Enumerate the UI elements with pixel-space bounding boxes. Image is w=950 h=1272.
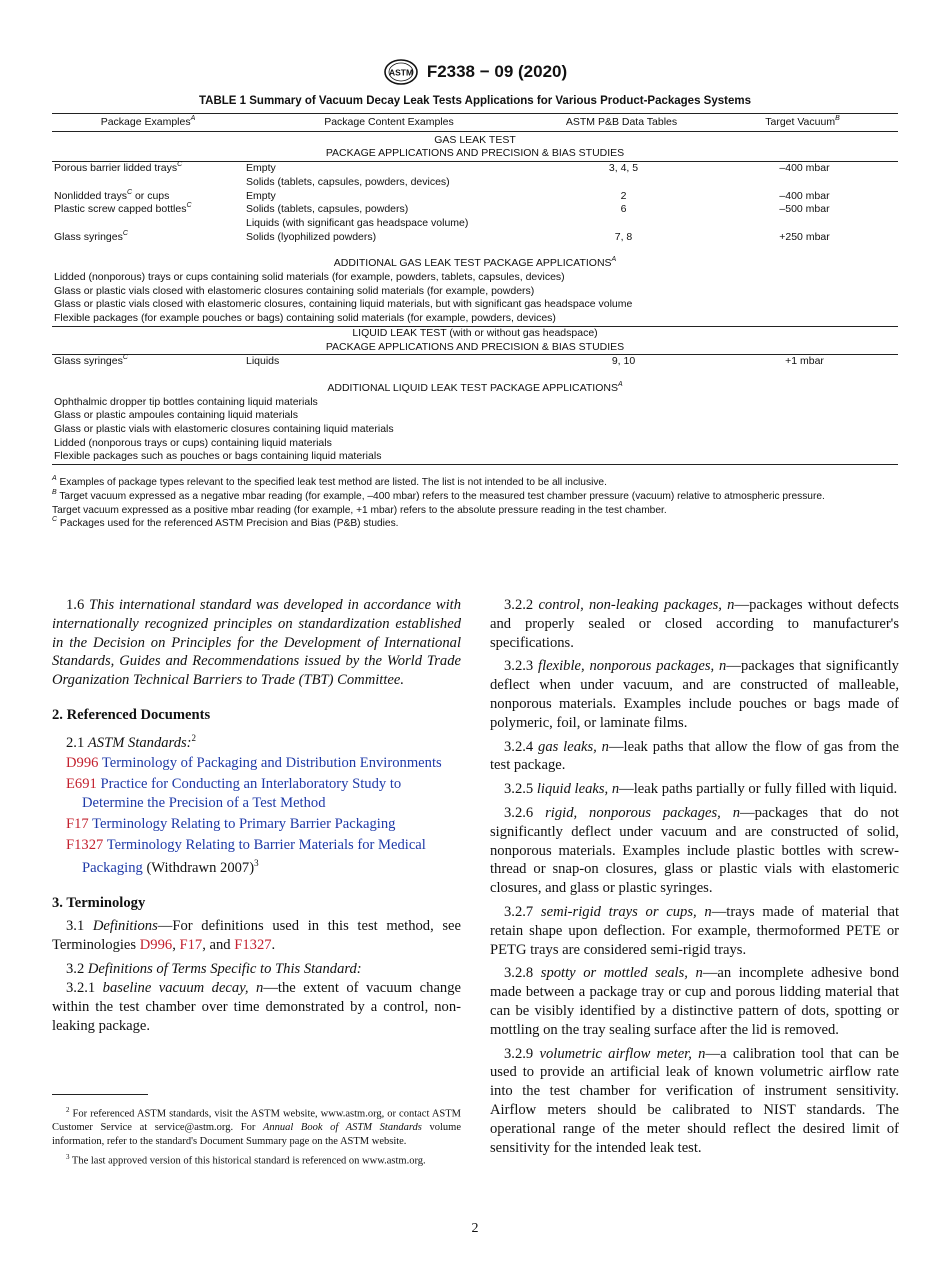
column-header: ASTM P&B Data Tables	[565, 116, 678, 128]
section-heading: ADDITIONAL GAS LEAK TEST PACKAGE $APPLICATIONS^A$	[333, 256, 617, 270]
reference-code-link[interactable]: F1327	[234, 936, 272, 953]
paragraph-2-1: 2.1 ASTM Standards:$^2$	[66, 732, 197, 751]
paragraph-1-6: 1.6 This international standard was developed in accordance with internationally recognized principles on standardization established in the Decision on Principles for the Development of International Standards, Guides and Recommendations issued by the World Trade Organization Technical Barriers to Trade (TBT) Committee.	[52, 597, 462, 689]
table-row: Plastic screw capped bottles$^C$ Solids (tablets, capsules, powders) 6 –500 mbar	[54, 202, 830, 216]
paragraph-3-1: 3.1 Definitions—For definitions used in this test method, see Terminologies D996, F17, and F1327.	[52, 917, 462, 953]
definition-paragraph: 3.2.2 control, non-leaking packages, n—packages without defects and properly sealed or closed according to manufacturer's specifications.	[490, 597, 899, 651]
definition-paragraph: 3.2.7 semi-rigid trays or cups, n—trays made of material that retain shape upon deflection. For example, thermoformed PETE or PETG trays are considered semi-rigid trays.	[490, 903, 899, 958]
column-header: Package Examples$^A$	[100, 115, 196, 128]
section-heading: 2. Referenced Documents	[52, 706, 211, 723]
definition-paragraph: 3.2.4 gas leaks, n—leak paths that allow the flow of gas from the test package.	[490, 738, 899, 774]
left-column	[52, 596, 461, 1036]
reference-item	[52, 754, 461, 773]
reference-code-link[interactable]: F1327	[66, 836, 104, 853]
section-heading: PACKAGE APPLICATIONS AND PRECISION & BIAS STUDIES	[52, 147, 898, 162]
definition-paragraph: 3.2.8 spotty or mottled seals, n—an incomplete adhesive bond made between a package tray or cup and porous lidding material that can be visibly identified by a distinctive pattern of dots, spotting or mottling on the tray sealing surface after the lid is removed.	[490, 965, 899, 1038]
definition-paragraph: 3.2.9 volumetric airflow meter, n—a calibration tool that can be used to provide an artificial leak of known volumetric airflow rate into the test chamber for verification of instrument sensitivity. Airflow meters should be calibrated to NIST standards. The operational range of the meter should reflect the desired limit of sensitivity for the intended leak test.	[490, 1045, 899, 1156]
list-item: Flexible packages (for example pouches or bags) containing solid materials (for example, powders, devices)	[52, 312, 898, 327]
list-item: Lidded (nonporous) trays or cups containing solid materials (for example, powders, tablets, capsules, devices)	[54, 271, 565, 284]
table-row: Solids (tablets, capsules, powders, devices)	[246, 175, 450, 188]
reference-title-link[interactable]: Terminology Relating to Primary Barrier Packaging	[88, 815, 396, 832]
column-header: Target Vacuum$^B$	[765, 115, 840, 128]
section-heading: LIQUID LEAK TEST (with or without gas headspace)	[352, 326, 598, 339]
footnotes	[52, 1104, 461, 1170]
summary-table	[52, 113, 898, 465]
list-item: Ophthalmic dropper tip bottles containing liquid materials	[54, 395, 318, 408]
table-row: Liquids (with significant gas headspace volume)	[246, 216, 469, 229]
table-note: $^B$ Target vacuum expressed as a negative mbar reading (for example, –400 mbar) refers to the measured test chamber pressure (vacuum) relative to atmospheric pressure.	[52, 488, 825, 502]
table-row: Nonlidded trays$^C$ or cups Empty 2 –400 mbar	[54, 188, 830, 202]
reference-code-link[interactable]: F17	[179, 936, 203, 953]
list-item: Glass or plastic ampoules containing liquid materials	[54, 409, 298, 422]
list-item: Lidded (nonporous trays or cups) containing liquid materials	[54, 436, 332, 449]
right-column	[490, 596, 899, 1162]
list-item: Glass or plastic vials closed with elastomeric closures containing solid materials (for example, powders)	[54, 284, 535, 297]
reference-item	[52, 775, 461, 813]
astm-logo-icon	[383, 58, 419, 86]
table-notes	[52, 476, 902, 531]
definition-paragraph: 3.2.6 rigid, nonporous packages, n—packages that do not significantly deflect under vacuum and are constructed of solid, nonporous materials. Examples include plastic bottles with screw-thread or snap-on closures, glass or plastic vials with elastomeric closures, and glass or plastic syringes.	[490, 804, 899, 897]
document-id: F2338 − 09 (2020)	[426, 62, 568, 81]
footnote: $^3$ The last approved version of this historical standard is referenced on www.astm.org.	[66, 1152, 426, 1167]
table-note: $^C$ Packages used for the referenced ASTM Precision and Bias (P&B) studies.	[52, 516, 399, 530]
column-header: Package Content Examples	[324, 116, 454, 128]
table-row: Glass syringes$^C$ Solids (lyophilized powders) 7, 8 +250 mbar	[54, 229, 830, 243]
reference-code-link[interactable]: F17	[66, 815, 89, 832]
paragraph-3-2: 3.2 Definitions of Terms Specific to This Standard:	[66, 961, 362, 978]
table-note: $^A$ Examples of package types relevant to the specified leak test method are listed. The list is not intended to be all inclusive.	[52, 475, 607, 488]
list-item: Glass or plastic vials with elastomeric closures containing liquid materials	[54, 423, 394, 436]
reference-item	[52, 815, 461, 834]
section-heading: GAS LEAK TEST	[434, 133, 516, 146]
section-heading: 3. Terminology	[52, 895, 146, 912]
reference-item: F1327 Terminology Relating to Barrier Materials for Medical Packaging (Withdrawn 2007)$^3$	[66, 836, 426, 877]
page-header	[0, 58, 950, 91]
reference-title-link[interactable]: Practice for Conducting an Interlaboratory Study to Determine the Precision of a Test Method	[82, 776, 402, 812]
section-heading: PACKAGE APPLICATIONS AND PRECISION & BIAS STUDIES	[52, 341, 898, 356]
reference-code-link[interactable]: E691	[66, 776, 97, 793]
list-item: Flexible packages such as pouches or bags containing liquid materials	[52, 450, 898, 465]
paragraph-3-2-1: 3.2.1 baseline vacuum decay, n—the extent of vacuum change within the test chamber over time demonstrated by a control, non-leaking package.	[52, 980, 461, 1034]
page-number: 2	[471, 1221, 479, 1236]
table-header-row	[52, 114, 898, 132]
table-row: Porous barrier lidded trays$^C$ Empty 3, 4, 5 –400 mbar	[54, 161, 830, 175]
reference-title-link[interactable]: Terminology of Packaging and Distribution Environments	[98, 755, 442, 772]
svg-text:ASTM: ASTM	[388, 67, 413, 78]
table-note: Target vacuum expressed as a positive mbar reading (for example, +1 mbar) refers to the absolute pressure reading in the test chamber.	[52, 504, 667, 516]
definition-paragraph: 3.2.3 flexible, nonporous packages, n—packages that significantly deflect when under vacuum, and are constructed of malleable, nonporous materials. Examples include pouches or bags made of polymeric, foil, or laminate films.	[490, 658, 899, 731]
table-row: Glass syringes$^C$ Liquids 9, 10 +1 mbar	[54, 354, 824, 368]
section-heading: ADDITIONAL LIQUID LEAK TEST PACKAGE $APPLICATIONS^A$	[327, 380, 623, 394]
table-title: TABLE 1 Summary of Vacuum Decay Leak Tests Applications for Various Product-Packages Systems	[199, 95, 751, 107]
definition-paragraph: 3.2.5 liquid leaks, n—leak paths partially or fully filled with liquid.	[504, 781, 898, 798]
reference-title-link[interactable]: Terminology Relating to Barrier Materials for Medical Packaging	[82, 836, 426, 877]
footnote: $^2$ For referenced ASTM standards, visit the ASTM website, www.astm.org, or contact ASTM Customer Service at service@astm.org. For Annual Book of ASTM Standards volume information, refer to the standard's Document Summary page on the ASTM website.	[52, 1106, 461, 1148]
reference-code-link[interactable]: D996	[66, 755, 99, 772]
footnote-divider	[52, 1094, 148, 1095]
reference-code-link[interactable]: D996	[139, 936, 173, 953]
list-item: Glass or plastic vials closed with elastomeric closures, containing liquid materials, but with significant gas headspace volume	[54, 298, 633, 311]
